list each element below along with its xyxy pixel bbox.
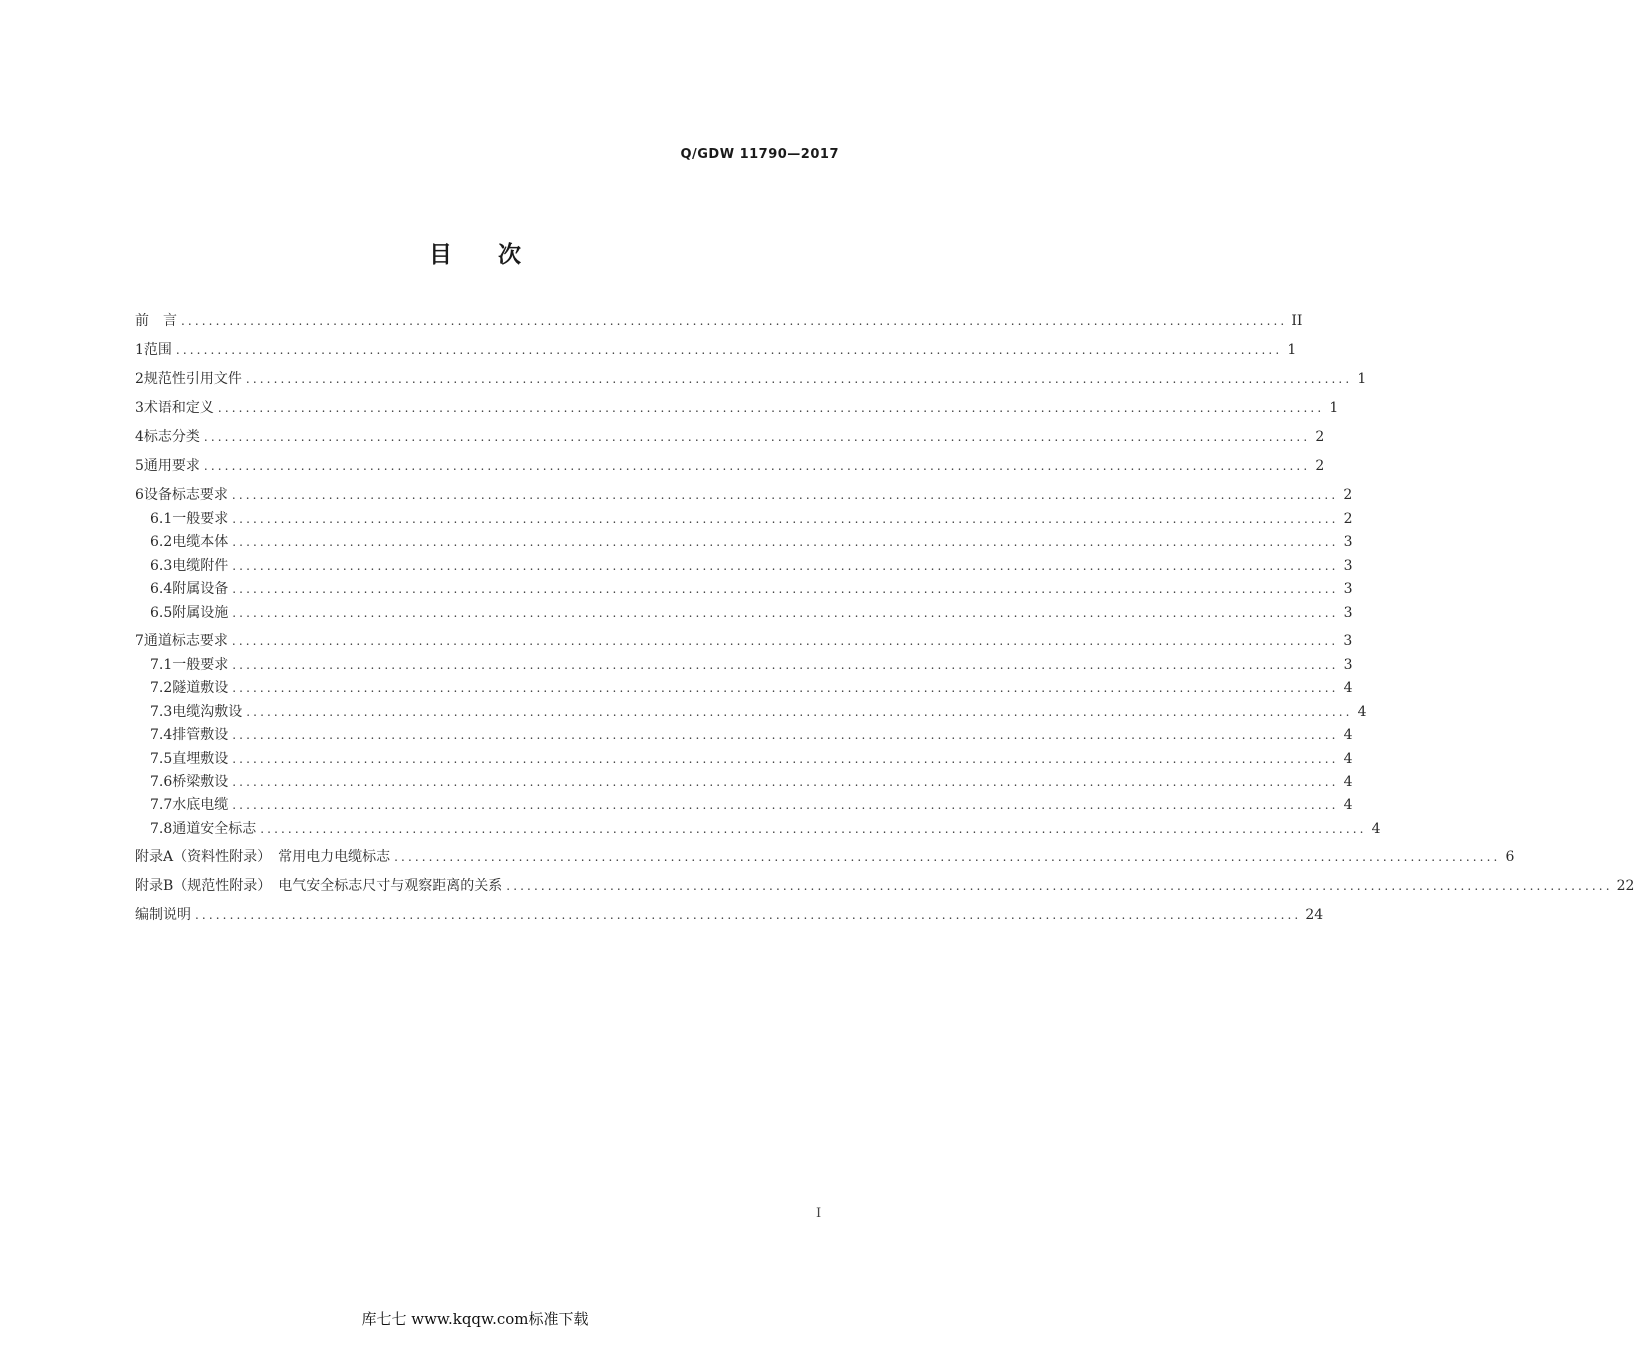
toc-entry-label: 电缆本体 xyxy=(172,534,229,551)
dot-leader: ................................................................................................................................................................ xyxy=(246,704,1353,719)
toc-entry[interactable] xyxy=(135,875,1634,899)
dot-leader: ................................................................................................................................................................ xyxy=(181,314,1288,328)
toc-entry-page: 3 xyxy=(1343,534,1353,551)
toc-entry-number: 5 xyxy=(135,458,144,474)
toc-entry-label: 附录B（规范性附录） 电气安全标志尺寸与观察距离的关系 xyxy=(135,878,503,895)
dot-leader: ................................................................................................................................................................ xyxy=(232,558,1339,573)
toc-entry-label: 隧道敷设 xyxy=(172,680,229,697)
dot-leader: ................................................................................................................................................................ xyxy=(232,681,1339,696)
toc-entry[interactable] xyxy=(135,310,1303,334)
toc-entry-page: 1 xyxy=(1287,342,1297,358)
toc-entry[interactable] xyxy=(135,508,1353,531)
toc-entry-label: 范围 xyxy=(143,342,172,358)
dot-leader: ................................................................................................................................................................ xyxy=(232,774,1339,789)
dot-leader: ................................................................................................................................................................ xyxy=(175,343,1283,357)
toc-entry-label: 编制说明 xyxy=(135,907,191,924)
standard-code: Q/GDW 11790—2017 xyxy=(680,147,839,162)
toc-entry[interactable] xyxy=(135,339,1297,363)
toc-entry-number: 7.7 xyxy=(150,797,173,814)
toc-entry-page: 4 xyxy=(1357,703,1367,720)
toc-entry-page: 22 xyxy=(1616,878,1634,895)
dot-leader: ................................................................................................................................................................ xyxy=(203,430,1311,444)
dot-leader: ................................................................................................................................................................ xyxy=(232,582,1339,597)
toc-entry[interactable] xyxy=(135,654,1353,677)
toc-entry[interactable] xyxy=(135,794,1353,817)
dot-leader: ................................................................................................................................................................ xyxy=(217,401,1325,415)
dot-leader: ................................................................................................................................................................ xyxy=(232,535,1339,550)
toc-entry-number: 7.2 xyxy=(150,680,173,697)
toc-entry-label: 附录A（资料性附录） 常用电力电缆标志 xyxy=(135,849,391,866)
toc-entry-page: 4 xyxy=(1343,727,1353,744)
toc-entry-label: 直埋敷设 xyxy=(172,750,229,767)
toc-entry[interactable] xyxy=(135,904,1324,928)
toc-entry[interactable] xyxy=(135,602,1353,625)
toc-entry-label: 规范性引用文件 xyxy=(143,371,242,387)
toc-entry[interactable] xyxy=(135,426,1325,450)
toc-entry-label: 标志分类 xyxy=(143,429,200,445)
toc-entry-label: 通道安全标志 xyxy=(172,820,257,837)
toc-entry-number: 1 xyxy=(135,342,144,358)
toc-entry-label: 水底电缆 xyxy=(172,797,229,814)
toc-entry-number: 6 xyxy=(135,487,144,503)
dot-leader: ................................................................................................................................................................ xyxy=(232,657,1339,672)
toc-entry-number: 6.4 xyxy=(150,581,173,598)
toc-entry-label: 附属设备 xyxy=(172,581,229,598)
dot-leader: ................................................................................................................................................................ xyxy=(232,751,1339,766)
toc-entry-label: 一般要求 xyxy=(172,656,229,673)
toc-entry[interactable] xyxy=(135,701,1367,724)
toc-entry[interactable] xyxy=(135,724,1353,747)
toc-entry-label: 桥梁敷设 xyxy=(172,773,229,790)
toc-entry-label: 术语和定义 xyxy=(143,400,214,416)
toc-entry-number: 3 xyxy=(135,400,144,416)
toc-entry-number: 7.6 xyxy=(150,773,173,790)
toc-entry-page: 6 xyxy=(1505,849,1515,866)
toc-entry-page: 2 xyxy=(1315,458,1325,474)
toc-entry-label: 通用要求 xyxy=(143,458,200,474)
dot-leader: ................................................................................................................................................................ xyxy=(232,798,1339,813)
toc-entry[interactable] xyxy=(135,771,1353,794)
toc-entry-page: 1 xyxy=(1357,371,1367,387)
toc-entry-number: 6.5 xyxy=(150,604,173,621)
toc-entry[interactable] xyxy=(135,677,1353,700)
page-number: I xyxy=(816,1206,822,1221)
toc-entry-page: 3 xyxy=(1343,604,1353,621)
dot-leader: ................................................................................................................................................................ xyxy=(260,821,1367,836)
toc-entry-page: 2 xyxy=(1343,511,1353,527)
toc-entry-page: 2 xyxy=(1343,487,1353,503)
dot-leader: ................................................................................................................................................................ xyxy=(245,372,1353,386)
toc-entry-number: 7.4 xyxy=(150,727,173,744)
table-of-contents xyxy=(135,310,1634,928)
dot-leader: ................................................................................................................................................................ xyxy=(394,850,1501,865)
dot-leader: ................................................................................................................................................................ xyxy=(231,633,1339,648)
toc-entry[interactable] xyxy=(135,368,1367,392)
toc-entry-page: 3 xyxy=(1343,581,1353,598)
toc-entry-page: 4 xyxy=(1371,820,1381,837)
toc-entry[interactable] xyxy=(135,484,1353,508)
toc-entry-page: 3 xyxy=(1343,656,1353,673)
toc-entry-label: 前 言 xyxy=(135,313,177,329)
toc-entry-number: 7.8 xyxy=(150,820,173,837)
toc-entry-number: 6.3 xyxy=(150,557,173,574)
footer-watermark: 库七七 www.kqqw.com标准下载 xyxy=(361,1310,589,1328)
toc-entry[interactable] xyxy=(135,846,1515,870)
toc-entry[interactable] xyxy=(135,455,1325,479)
toc-entry-page: 4 xyxy=(1343,750,1353,767)
toc-entry-label: 通道标志要求 xyxy=(143,632,228,649)
toc-entry-number: 6.1 xyxy=(150,511,173,527)
dot-leader: ................................................................................................................................................................ xyxy=(203,459,1311,473)
dot-leader: ................................................................................................................................................................ xyxy=(195,908,1302,923)
dot-leader: ................................................................................................................................................................ xyxy=(232,512,1339,526)
toc-entry-page: 4 xyxy=(1343,680,1353,697)
toc-entry-label: 一般要求 xyxy=(172,511,229,527)
dot-leader: ................................................................................................................................................................ xyxy=(232,728,1339,743)
toc-entry[interactable] xyxy=(135,748,1353,771)
dot-leader: ................................................................................................................................................................ xyxy=(232,605,1339,620)
toc-entry[interactable] xyxy=(135,397,1339,421)
toc-entry-number: 7 xyxy=(135,632,144,649)
toc-entry-number: 7.5 xyxy=(150,750,173,767)
toc-entry-page: II xyxy=(1291,313,1303,329)
dot-leader: ................................................................................................................................................................ xyxy=(231,488,1339,502)
toc-entry[interactable] xyxy=(135,630,1353,654)
toc-entry-page: 4 xyxy=(1343,773,1353,790)
toc-entry-number: 7.1 xyxy=(150,656,173,673)
toc-entry-label: 电缆沟敷设 xyxy=(172,703,243,720)
toc-entry-page: 3 xyxy=(1343,557,1353,574)
toc-entry-number: 7.3 xyxy=(150,703,173,720)
dot-leader: ................................................................................................................................................................ xyxy=(506,879,1613,894)
toc-entry-label: 排管敷设 xyxy=(172,727,229,744)
toc-entry-number: 6.2 xyxy=(150,534,173,551)
toc-entry-page: 4 xyxy=(1343,797,1353,814)
page-title: 目次 xyxy=(429,242,567,268)
toc-entry-label: 电缆附件 xyxy=(172,557,229,574)
toc-entry-label: 附属设施 xyxy=(172,604,229,621)
toc-entry-number: 4 xyxy=(135,429,144,445)
toc-entry-page: 2 xyxy=(1315,429,1325,445)
toc-entry[interactable] xyxy=(135,578,1353,601)
toc-entry-page: 1 xyxy=(1329,400,1339,416)
toc-entry-label: 设备标志要求 xyxy=(143,487,228,503)
toc-entry[interactable] xyxy=(135,818,1381,841)
toc-entry-page: 3 xyxy=(1343,632,1353,649)
toc-entry-page: 24 xyxy=(1305,907,1324,924)
toc-entry[interactable] xyxy=(135,555,1353,578)
toc-entry-number: 2 xyxy=(135,371,144,387)
toc-entry[interactable] xyxy=(135,531,1353,554)
